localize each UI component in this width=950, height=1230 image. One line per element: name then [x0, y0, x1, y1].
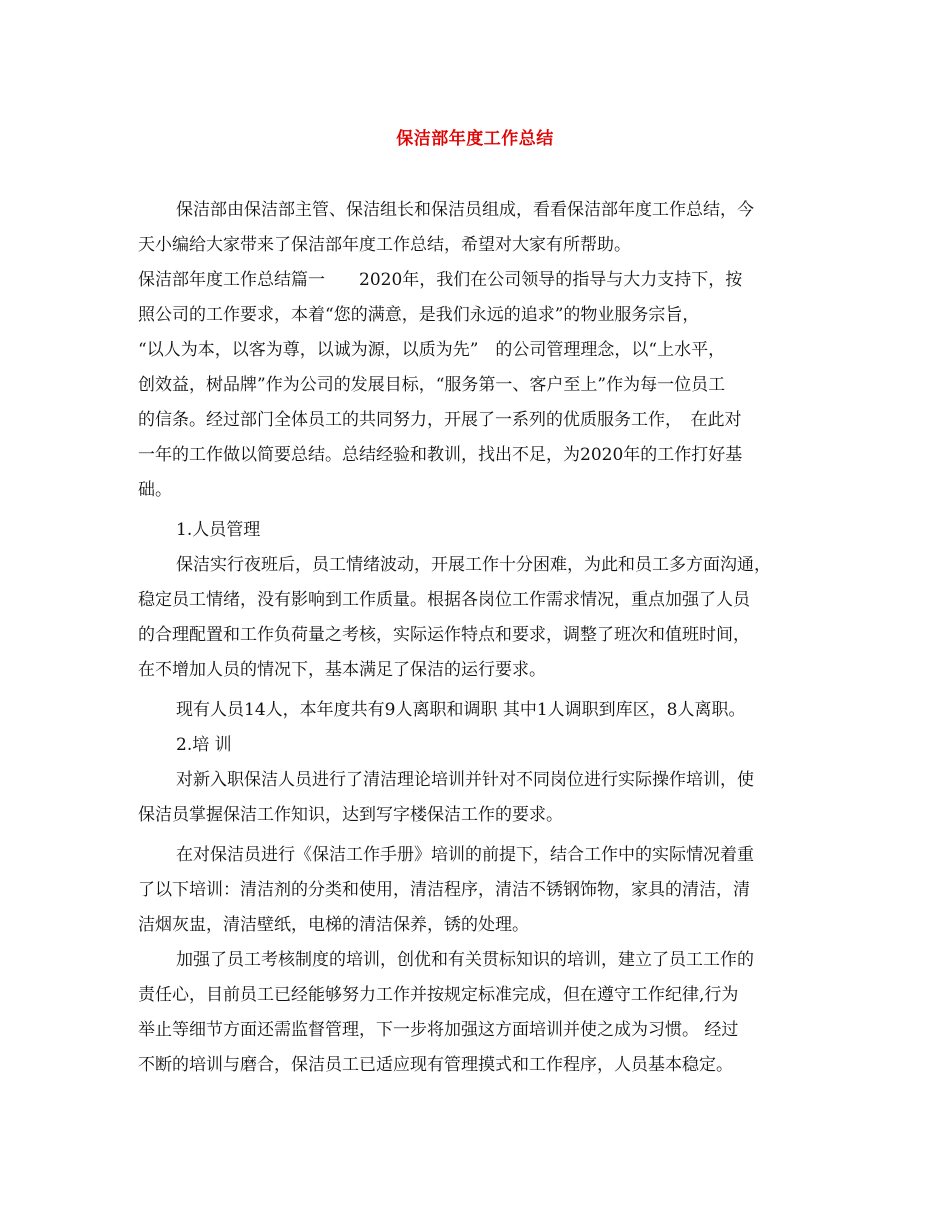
paragraph-line: 责任心，目前员工已经能够努力工作并按规定标准完成，但在遵守工作纪律,行为 — [138, 985, 739, 1005]
paragraph-line: 在对保洁员进行《保洁工作手册》培训的前提下，结合工作中的实际情况着重 — [176, 845, 754, 865]
paragraph-line: 照公司的工作要求，本着“您的满意，是我们永远的追求”的物业服务宗旨， — [138, 305, 700, 325]
paragraph-line: 保洁部年度工作总结篇一 2020年，我们在公司领导的指导与大力支持下，按 — [138, 270, 743, 290]
paragraph-line: 保洁实行夜班后，员工情绪波动，开展工作十分困难，为此和员工多方面沟通， — [176, 555, 771, 575]
paragraph-line: 对新入职保洁人员进行了清洁理论培训并针对不同岗位进行实际操作培训，使 — [176, 770, 754, 790]
section-heading: 2.培 训 — [176, 735, 232, 755]
paragraph-line: 的合理配置和工作负荷量之考核，实际运作特点和要求，调整了班次和值班时间， — [138, 625, 750, 645]
paragraph-line: 洁烟灰盅，清洁壁纸，电梯的清洁保养，锈的处理。 — [138, 915, 529, 935]
paragraph-line: “以人为本，以客为尊，以诚为源，以质为先” 的公司管理理念，以“上水平， — [138, 340, 726, 360]
paragraph-line: 础。 — [138, 480, 172, 500]
paragraph-line: 天小编给大家带来了保洁部年度工作总结，希望对大家有所帮助。 — [138, 235, 631, 255]
paragraph-line: 不断的培训与磨合，保洁员工已适应现有管理摸式和工作程序，人员基本稳定。 — [138, 1055, 733, 1075]
paragraph-line: 了以下培训：清洁剂的分类和使用，清洁程序，清洁不锈钢饰物，家具的清洁，清 — [138, 880, 750, 900]
paragraph-line: 创效益，树品牌”作为公司的发展目标，“服务第一、客户至上”作为每一位员工 — [138, 375, 726, 395]
paragraph-line: 保洁部由保洁部主管、保洁组长和保洁员组成，看看保洁部年度工作总结，今 — [176, 200, 754, 220]
section-heading: 1.人员管理 — [176, 520, 261, 540]
paragraph-line: 举止等细节方面还需监督管理，下一步将加强这方面培训并使之成为习惯。 经过 — [138, 1020, 739, 1040]
paragraph-line: 的信条。经过部门全体员工的共同努力，开展了一系列的优质服务工作， 在此对 — [138, 410, 742, 430]
document-title: 保洁部年度工作总结 — [396, 129, 554, 149]
paragraph-line: 现有人员14人，本年度共有9人离职和调职 其中1人调职到库区，8人离职。 — [176, 700, 746, 720]
paragraph-line: 稳定员工情绪，没有影响到工作质量。根据各岗位工作需求情况，重点加强了人员 — [138, 590, 750, 610]
paragraph-line: 一年的工作做以简要总结。总结经验和教训，找出不足，为2020年的工作打好基 — [138, 445, 743, 465]
paragraph-line: 在不增加人员的情况下，基本满足了保洁的运行要求。 — [138, 660, 546, 680]
paragraph-line: 加强了员工考核制度的培训，创优和有关贯标知识的培训，建立了员工工作的 — [176, 950, 754, 970]
paragraph-line: 保洁员掌握保洁工作知识，达到写字楼保洁工作的要求。 — [138, 805, 563, 825]
